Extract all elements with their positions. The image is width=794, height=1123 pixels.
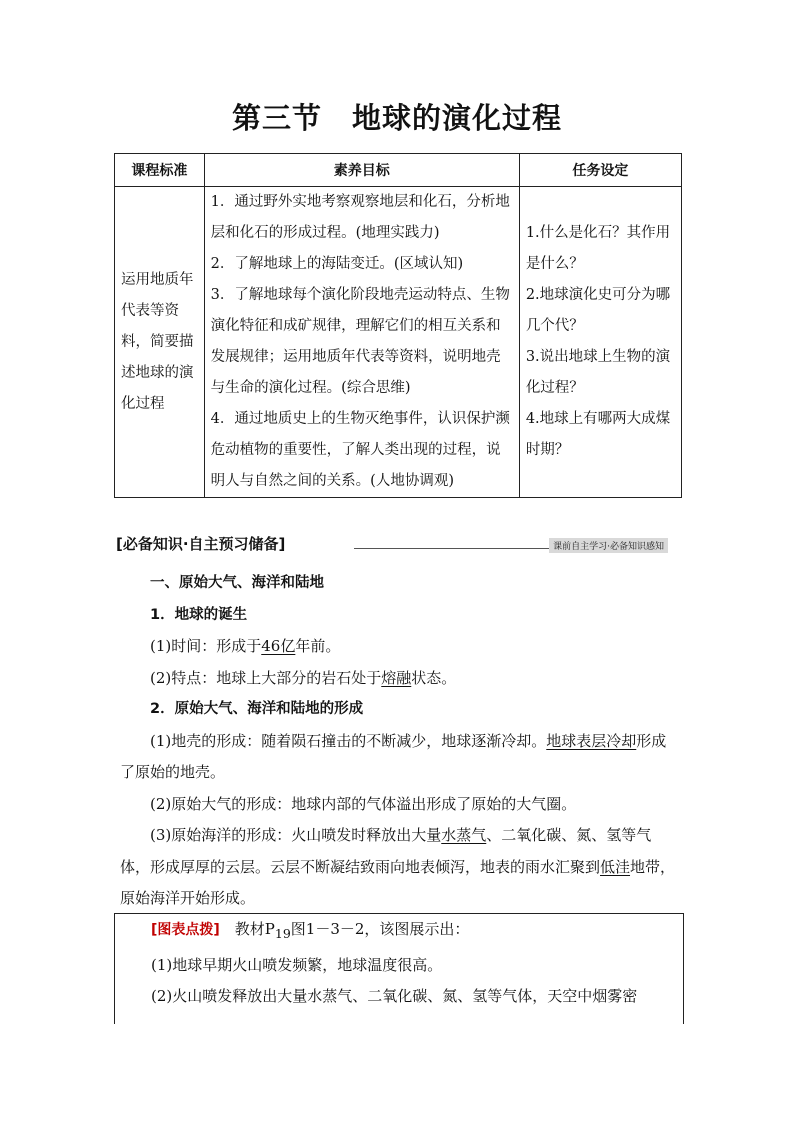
task-item: 2.地球演化史可分为哪几个代？ [525,287,671,334]
header-goals: 素养目标 [204,154,519,187]
task-item: 1.什么是化石？其作用是什么？ [525,225,671,272]
paragraph [120,726,678,789]
text: 、二氧化碳、氮、氢等气体，形成厚厚的云层。云层不断凝结致雨向地表倾泻，地表的雨水汇聚到 [120,826,652,876]
paragraph [120,820,678,915]
goal-item: 1．通过野外实地考察观察地层和化石，分析地层和化石的形成过程。(地理实践力) [210,194,510,241]
text: (3)原始海洋的形成：火山喷发时释放出大量 [150,826,442,844]
text: (2)特点：地球上大部分的岩石处于 [150,668,382,687]
curriculum-table [114,153,682,498]
text: 年前。 [295,637,341,655]
paragraph [120,663,678,695]
header-tasks: 任务设定 [519,154,681,187]
table-row [115,187,682,498]
underlined-answer: 水蒸气 [441,826,487,844]
task-item: 4.地球上有哪两大成煤时期？ [525,411,671,458]
text: 图1－3－2，该图展示出： [290,920,470,938]
heading-1: 一、原始大气、海洋和陆地 [150,575,324,591]
text: 状态。 [411,668,457,687]
tasks-cell [519,187,681,498]
paragraph [120,631,678,663]
goal-item: 4．通过地质史上的生物灭绝事件，认识保护濒危动植物的重要性，了解人类出现的过程，说明人与自然之间的关系。(人地协调观) [210,411,510,489]
underlined-answer: 46亿 [261,637,296,655]
goals-cell [204,187,519,498]
box-line: (2)火山喷发释放出大量水蒸气、二氧化碳、氮、氢等气体，天空中烟雾密 [151,987,638,1005]
paragraph: (2)原始大气的形成：地球内部的气体溢出形成了原始的大气圈。 [150,794,577,813]
heading-1-2: 2．原始大气、海洋和陆地的形成 [150,701,364,717]
section-label: [必备知识·自主预习储备] [116,535,286,553]
task-item: 3.说出地球上生物的演化过程？ [525,349,671,396]
underlined-answer: 地球表层冷却 [546,731,637,750]
box-line: (1)地球早期火山喷发频繁，地球温度很高。 [151,955,443,974]
goal-item: 3．了解地球每个演化阶段地壳运动特点、生物演化特征和成矿规律，理解它们的相互关系和发展规律；运用地质年代表等资料，说明地壳与生命的演化过程。(综合思维) [210,287,510,396]
content-body [120,568,678,915]
page-title: 第三节 地球的演化过程 [231,101,562,135]
underlined-answer: 低洼 [600,857,631,876]
section-tag: 课前自主学习·必备知识感知 [549,538,668,553]
text: 地带，原始海洋开始形成。 [120,857,676,907]
box-tag: [图表点拨] [151,922,220,938]
heading-1-1: 1．地球的诞生 [150,606,248,623]
table-header-row [115,154,682,187]
header-standard: 课程标准 [115,154,205,187]
text: 教材P [219,920,275,938]
text: 形成了原始的地壳。 [120,731,667,781]
chart-tip-box [114,913,684,1024]
box-intro [115,914,683,950]
standard-cell: 运用地质年代表等资料，简要描述地球的演化过程 [115,187,205,498]
subscript: 19 [274,926,291,941]
section-bar [114,533,682,555]
text: (1)地壳的形成：随着陨石撞击的不断减少，地球逐渐冷却。 [150,731,547,750]
text: (1)时间：形成于 [150,637,262,655]
goal-item: 2．了解地球上的海陆变迁。(区域认知) [210,256,464,272]
underlined-answer: 熔融 [381,668,412,687]
